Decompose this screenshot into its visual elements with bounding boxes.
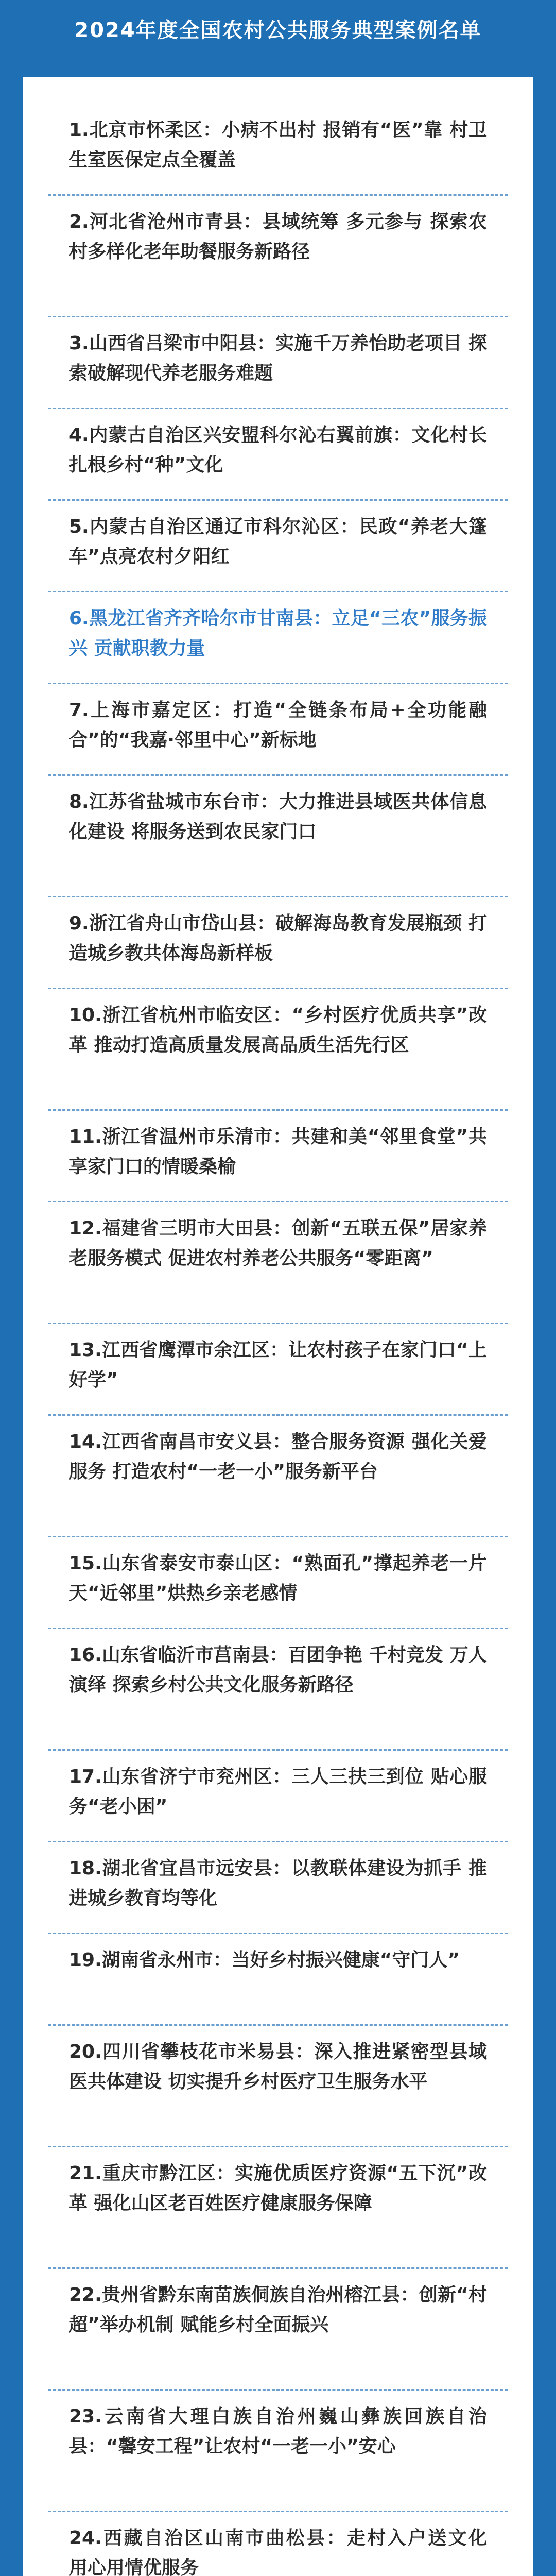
list-item: 6.黑龙江省齐齐哈尔市甘南县：立足“三农”服务振兴 贡献职教力量 [48,592,508,684]
list-item: 19.湖南省永州市：当好乡村振兴健康“守门人” [48,1934,508,2026]
list-item: 3.山西省吕梁市中阳县：实施千万养怡助老项目 探索破解现代养老服务难题 [48,317,508,409]
list-item: 22.贵州省黔东南苗族侗族自治州榕江县：创新“村超”举办机制 赋能乡村全面振兴 [48,2269,508,2391]
title-banner [0,0,556,57]
list-item: 1.北京市怀柔区：小病不出村 报销有“医”靠 村卫生室医保定点全覆盖 [48,104,508,196]
list-item: 21.重庆市黔江区：实施优质医疗资源“五下沉”改革 强化山区老百姓医疗健康服务保障 [48,2147,508,2269]
list-item: 5.内蒙古自治区通辽市科尔沁区：民政“养老大篷车”点亮农村夕阳红 [48,501,508,592]
list-item: 11.浙江省温州市乐清市：共建和美“邻里食堂”共享家门口的情暖桑榆 [48,1111,508,1202]
list-item: 9.浙江省舟山市岱山县：破解海岛教育发展瓶颈 打造城乡教共体海岛新样板 [48,897,508,989]
list-item: 20.四川省攀枝花市米易县：深入推进紧密型县域医共体建设 切实提升乡村医疗卫生服务水平 [48,2026,508,2147]
list-item: 12.福建省三明市大田县：创新“五联五保”居家养老服务模式 促进农村养老公共服务“零距离” [48,1202,508,1324]
case-list-card [23,77,533,2576]
page-title: 2024年度全国农村公共服务典型案例名单 [74,18,482,42]
list-item: 10.浙江省杭州市临安区：“乡村医疗优质共享”改革 推动打造高质量发展高品质生活先行区 [48,989,508,1111]
list-item: 4.内蒙古自治区兴安盟科尔沁右翼前旗：文化村长扎根乡村“种”文化 [48,409,508,501]
list-item: 13.江西省鹰潭市余江区：让农村孩子在家门口“上好学” [48,1324,508,1416]
list-item: 7.上海市嘉定区：打造“全链条布局+全功能融合”的“我嘉·邻里中心”新标地 [48,684,508,776]
case-list [48,104,508,2576]
list-item: 23.云南省大理白族自治州巍山彝族回族自治县：“馨安工程”让农村“一老一小”安心 [48,2391,508,2512]
list-item: 15.山东省泰安市泰山区：“熟面孔”撑起养老一片天“近邻里”烘热乡亲老感情 [48,1537,508,1629]
list-item: 14.江西省南昌市安义县：整合服务资源 强化关爱服务 打造农村“一老一小”服务新平台 [48,1416,508,1537]
list-item: 17.山东省济宁市兖州区：三人三扶三到位 贴心服务“老小困” [48,1751,508,1842]
list-item: 24.西藏自治区山南市曲松县：走村入户送文化 用心用情优服务 [48,2512,508,2576]
list-item: 18.湖北省宜昌市远安县：以教联体建设为抓手 推进城乡教育均等化 [48,1842,508,1934]
list-item: 8.江苏省盐城市东台市：大力推进县域医共体信息化建设 将服务送到农民家门口 [48,776,508,897]
list-item: 2.河北省沧州市青县：县域统筹 多元参与 探索农村多样化老年助餐服务新路径 [48,196,508,317]
list-item: 16.山东省临沂市莒南县：百团争艳 千村竞发 万人演绎 探索乡村公共文化服务新路径 [48,1629,508,1751]
